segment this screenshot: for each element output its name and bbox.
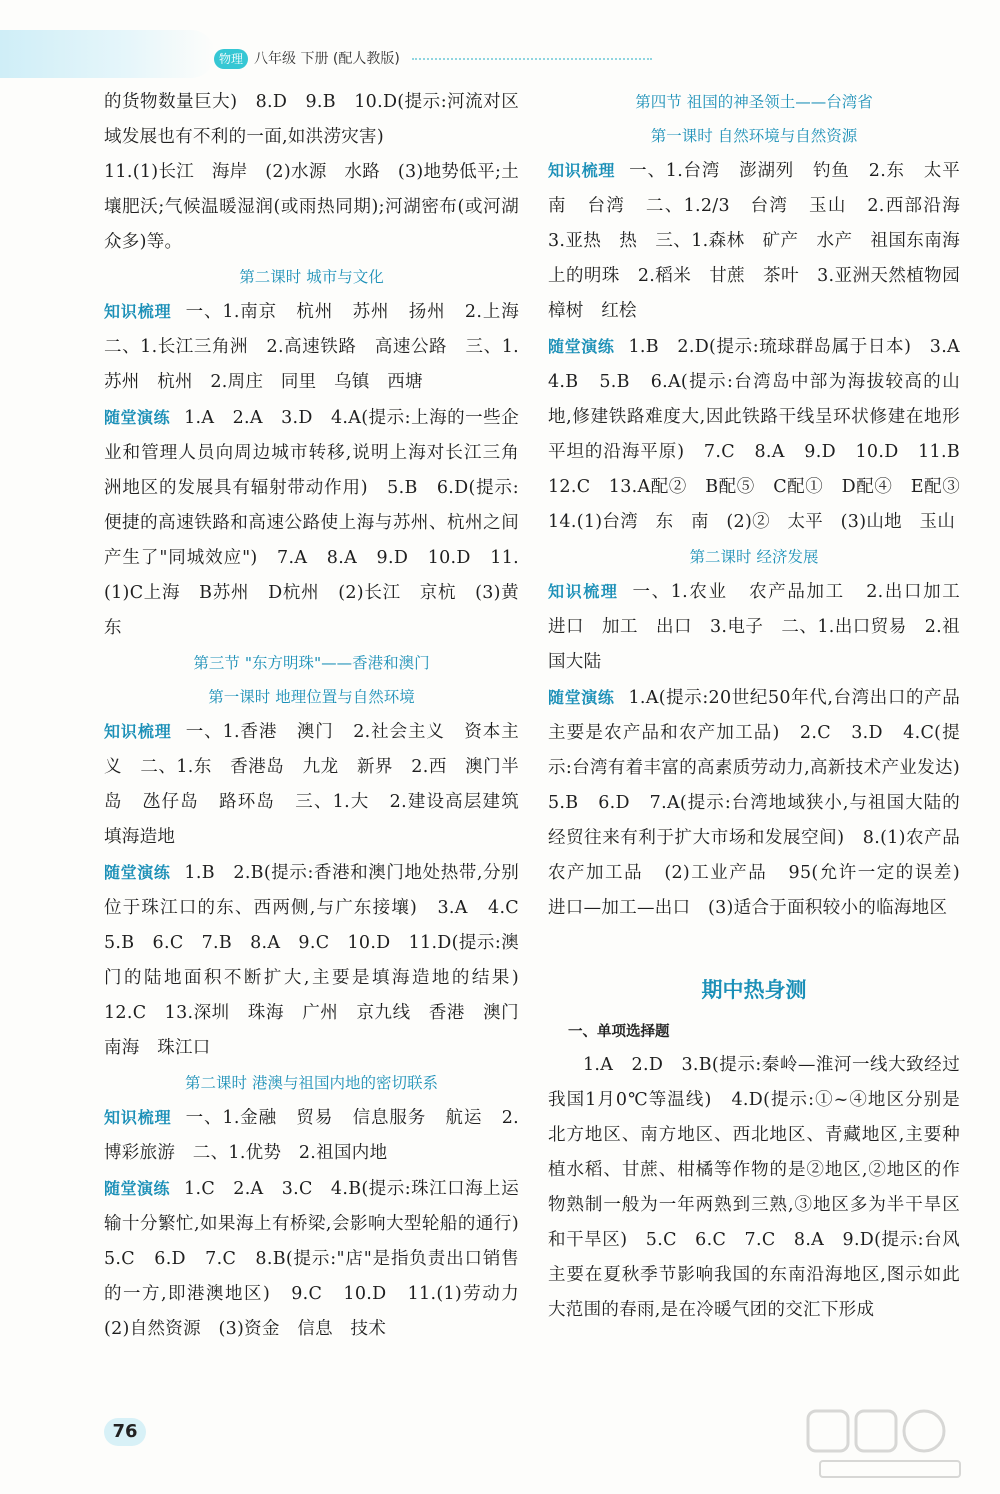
practice-block [548, 329, 978, 540]
practice-label: 随堂演练 [104, 1179, 171, 1198]
practice-text: 1.B 2.B(提示:香港和澳门地处热带,分别位于珠江口的东、西两侧,与广东接壤) 3.A 4.C 5.B 6.C 7.B 8.A 9.C 10.D 11.D(提示:澳门的陆地面积不断扩大,主要是填海造地的结果) 12.C 13.深圳 珠海 广州 京九线 香港 澳门 南海 珠江口 [104, 863, 537, 1058]
knowledge-block [548, 153, 978, 329]
section-heading: 第二课时 经济发展 [689, 548, 819, 566]
practice-text: 1.B 2.D(提示:琉球群岛属于日本) 3.A 4.B 5.B 6.A(提示:台湾岛中部为海拔较高的山地,修建铁路难度大,因此铁路干线呈环状修建在地形平坦的沿海平原) 7.C 8.A 9.D 10.D 11.B 12.C 13.A配② B配⑤ C配① D配④ E配③ 14.(1)台湾 东 南 (2)② 太平 (3)山地 玉山 [548, 337, 978, 532]
watermark-logo [800, 1405, 980, 1485]
knowledge-text: 一、1.农业 农产品加工 2.出口加工 进口 加工 出口 3.电子 二、1.出口贸易 2.祖国大陆 [548, 582, 978, 672]
header-dotted-line [412, 58, 652, 60]
knowledge-label: 知识梳理 [548, 161, 616, 180]
knowledge-block [104, 1100, 519, 1171]
practice-block [104, 1171, 537, 1347]
practice-label: 随堂演练 [548, 337, 615, 356]
section-heading: 第二课时 城市与文化 [239, 268, 384, 286]
knowledge-text: 一、1.金融 贸易 信息服务 航运 2.博彩旅游 二、1.优势 2.祖国内地 [104, 1108, 520, 1163]
knowledge-block [548, 574, 978, 680]
spacer [548, 926, 960, 960]
practice-label: 随堂演练 [548, 688, 615, 707]
knowledge-text: 一、1.南京 杭州 苏州 扬州 2.上海 二、1.长江三角洲 2.高速铁路 高速公路 三、1.苏州 杭州 2.周庄 同里 乌镇 西塘 [104, 302, 537, 392]
practice-text: 1.C 2.A 3.C 4.B(提示:珠江口海上运输十分繁忙,如果海上有桥梁,会影响大型轮船的通行) 5.C 6.D 7.C 8.B(提示:"店"是指负责出口销售的一方,即港澳地区) 9.C 10.D 11.(1)劳动力 (2)自然资源 (3)资金 信息 技术 [104, 1179, 537, 1339]
section-heading: 第一课时 地理位置与自然环境 [208, 688, 415, 706]
answer-paragraph: 的货物数量巨大) 8.D 9.B 10.D(提示:河流对区域发展也有不利的一面,如洪涝灾害) [104, 92, 519, 147]
section-heading: 第一课时 自然环境与自然资源 [650, 127, 858, 145]
knowledge-label: 知识梳理 [104, 1108, 172, 1127]
chapter-heading: 第三节 "东方明珠"——香港和澳门 [193, 654, 430, 672]
practice-block [548, 680, 978, 926]
knowledge-label: 知识梳理 [548, 582, 619, 601]
page-number: 76 [104, 1418, 146, 1446]
knowledge-label: 知识梳理 [104, 302, 172, 321]
knowledge-text: 一、1.香港 澳门 2.社会主义 资本主义 二、1.东 香港岛 九龙 新界 2.西 澳门半岛 氹仔岛 路环岛 三、1.大 2.建设高层建筑 填海造地 [104, 722, 537, 847]
answer-paragraph: 1.A 2.D 3.B(提示:秦岭—淮河一线大致经过我国1月0℃等温线) 4.D(提示:①~④地区分别是北方地区、南方地区、西北地区、青藏地区,主要种植水稻、甘蔗、柑橘等作物的是②地区,②地区的作物熟制一般为一年两熟到三熟,③地区多为半干旱区和干旱区) 5.C 6.C 7.C 8.A 9.D(提示:台风主要在夏秋季节影响我国的东南沿海地区,图示如此大范围的春雨,是在冷暖气团的交汇下形成 [548, 1055, 960, 1320]
chapter-heading: 第四节 祖国的神圣领土——台湾省 [635, 93, 873, 111]
book-title: 八年级 下册 (配人教版) [254, 51, 400, 67]
practice-label: 随堂演练 [104, 408, 171, 427]
practice-text: 1.A 2.A 3.D 4.A(提示:上海的一些企业和管理人员向周边城市转移,说明上海对长江三角洲地区的发展具有辐射带动作用) 5.B 6.D(提示:便捷的高速铁路和高速公路使上海与苏州、杭州之间产生了"同城效应") 7.A 8.A 9.D 10.D 11.(1)C上海 B苏州 D杭州 (2)长江 京杭 (3)黄 东 [104, 408, 537, 638]
left-column [104, 85, 537, 1347]
practice-label: 随堂演练 [104, 863, 171, 882]
practice-text: 1.A(提示:20世纪50年代,台湾出口的产品主要是农产品和农产加工品) 2.C 3.D 4.C(提示:台湾有着丰富的高素质劳动力,高新技术产业发达) 5.B 6.D 7.A(提示:台湾地域狭小,与祖国大陆的经贸往来有利于扩大市场和发展空间) 8.(1)农产品 农产加工品 (2)工业产品 95(允许一定的误差) 进口—加工—出口 (3)适合于面积较小的临海地区 [548, 688, 978, 918]
midterm-title: 期中热身测 [701, 978, 807, 1002]
knowledge-block [104, 294, 537, 400]
page-header [0, 0, 1000, 80]
answer-paragraph: 11.(1)长江 海岸 (2)水源 水路 (3)地势低平;土壤肥沃;气候温暖湿润(或雨热同期);河湖密布(或河湖众多)等。 [104, 162, 519, 252]
question-type-heading: 一、单项选择题 [568, 1024, 670, 1040]
knowledge-label: 知识梳理 [104, 722, 172, 741]
practice-block [104, 400, 537, 646]
knowledge-block [104, 714, 537, 855]
subject-badge: 物理 [214, 49, 248, 69]
right-column [548, 85, 978, 1328]
header-decoration [0, 30, 215, 78]
section-heading: 第二课时 港澳与祖国内地的密切联系 [185, 1074, 438, 1092]
knowledge-text: 一、1.台湾 澎湖列 钓鱼 2.东 太平 南 台湾 二、1.2/3 台湾 玉山 2.西部沿海 3.亚热 热 三、1.森林 矿产 水产 祖国东南海上的明珠 2.稻米 甘蔗 茶叶 3.亚洲天然植物园 樟树 红桧 [548, 161, 978, 321]
practice-block [104, 855, 537, 1066]
